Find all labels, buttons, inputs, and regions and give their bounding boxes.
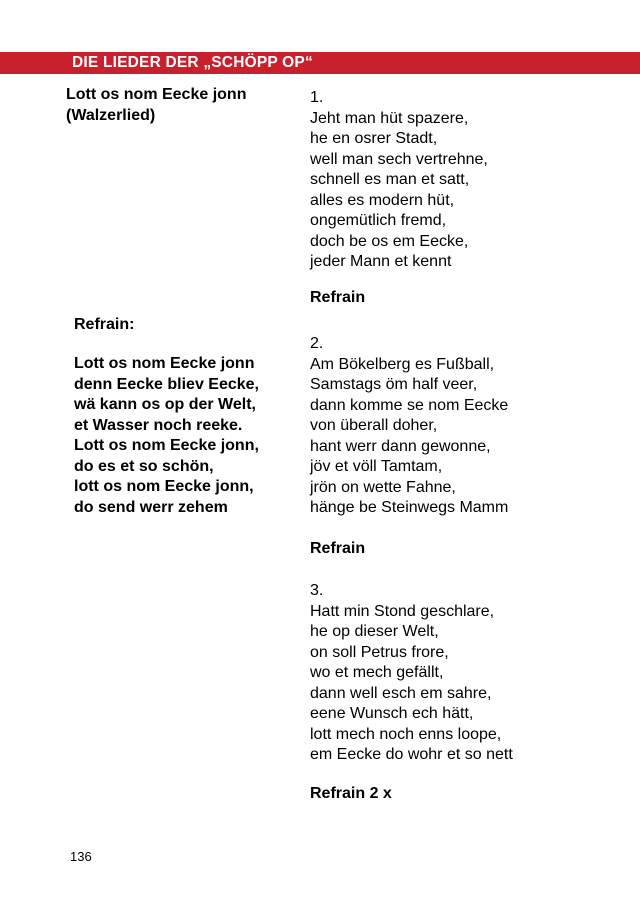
verse-line: hänge be Steinwegs Mamm xyxy=(310,499,509,516)
verse-3 xyxy=(310,581,513,766)
refrain-heading: Refrain: xyxy=(74,316,135,333)
verse-line: jöv et völl Tamtam, xyxy=(310,458,443,475)
verse-2 xyxy=(310,334,508,519)
verse-line: lott mech noch enns loope, xyxy=(310,725,502,743)
verse-line: em Eecke do wohr et so nett xyxy=(310,746,513,763)
refrain-line: Lott os nom Eecke jonn xyxy=(74,355,255,372)
refrain-line: do es et so schön, xyxy=(74,457,214,475)
verse-line: wo et mech gefällt, xyxy=(310,664,444,681)
verse-line: Hatt min Stond geschlare, xyxy=(310,602,495,620)
verse-line: von überall doher, xyxy=(310,417,438,434)
refrain-line: et Wasser noch reeke. xyxy=(74,416,243,434)
refrain-line: do send werr zehem xyxy=(74,498,228,516)
verse-line: Jeht man hüt spazere, xyxy=(310,109,469,127)
verse-line: jrön on wette Fahne, xyxy=(310,478,456,496)
verse-line: schnell es man et satt, xyxy=(310,171,470,188)
verse-line: he en osrer Stadt, xyxy=(310,130,438,147)
verse-line: hant werr dann gewonne, xyxy=(310,437,491,455)
verse-1-refrain: Refrain xyxy=(310,289,366,306)
verse-2-refrain: Refrain xyxy=(310,540,366,557)
verse-number: 2. xyxy=(310,335,324,352)
section-title: DIE LIEDER DER „SCHÖPP OP“ xyxy=(72,54,313,71)
refrain-line: wä kann os op der Welt, xyxy=(74,396,256,413)
refrain-line: Lott os nom Eecke jonn, xyxy=(74,437,259,454)
verse-line: Samstags öm half veer, xyxy=(310,376,478,393)
verse-line: ongemütlich fremd, xyxy=(310,212,447,229)
verse-1 xyxy=(310,88,488,273)
verse-3-refrain: Refrain 2 x xyxy=(310,785,392,802)
verse-line: alles es modern hüt, xyxy=(310,191,455,209)
verse-line: jeder Mann et kennt xyxy=(310,253,452,270)
refrain-line: denn Eecke bliev Eecke, xyxy=(74,375,259,393)
song-title-line: Lott os nom Eecke jonn xyxy=(66,86,247,103)
refrain-text xyxy=(74,354,259,518)
page-number: 136 xyxy=(70,849,92,864)
verse-line: he op dieser Welt, xyxy=(310,623,439,640)
verse-line: doch be os em Eecke, xyxy=(310,232,469,250)
song-subtitle-line: (Walzerlied) xyxy=(66,106,156,124)
verse-line: eene Wunsch ech hätt, xyxy=(310,705,474,722)
verse-line: well man sech vertrehne, xyxy=(310,150,488,168)
verse-line: Am Bökelberg es Fußball, xyxy=(310,355,495,373)
verse-line: dann well esch em sahre, xyxy=(310,684,492,702)
refrain-line: lott os nom Eecke jonn, xyxy=(74,478,254,495)
verse-number: 1. xyxy=(310,89,324,106)
verse-number: 3. xyxy=(310,582,324,599)
verse-line: on soll Petrus frore, xyxy=(310,643,449,661)
verse-line: dann komme se nom Eecke xyxy=(310,396,509,414)
song-title xyxy=(66,85,296,126)
